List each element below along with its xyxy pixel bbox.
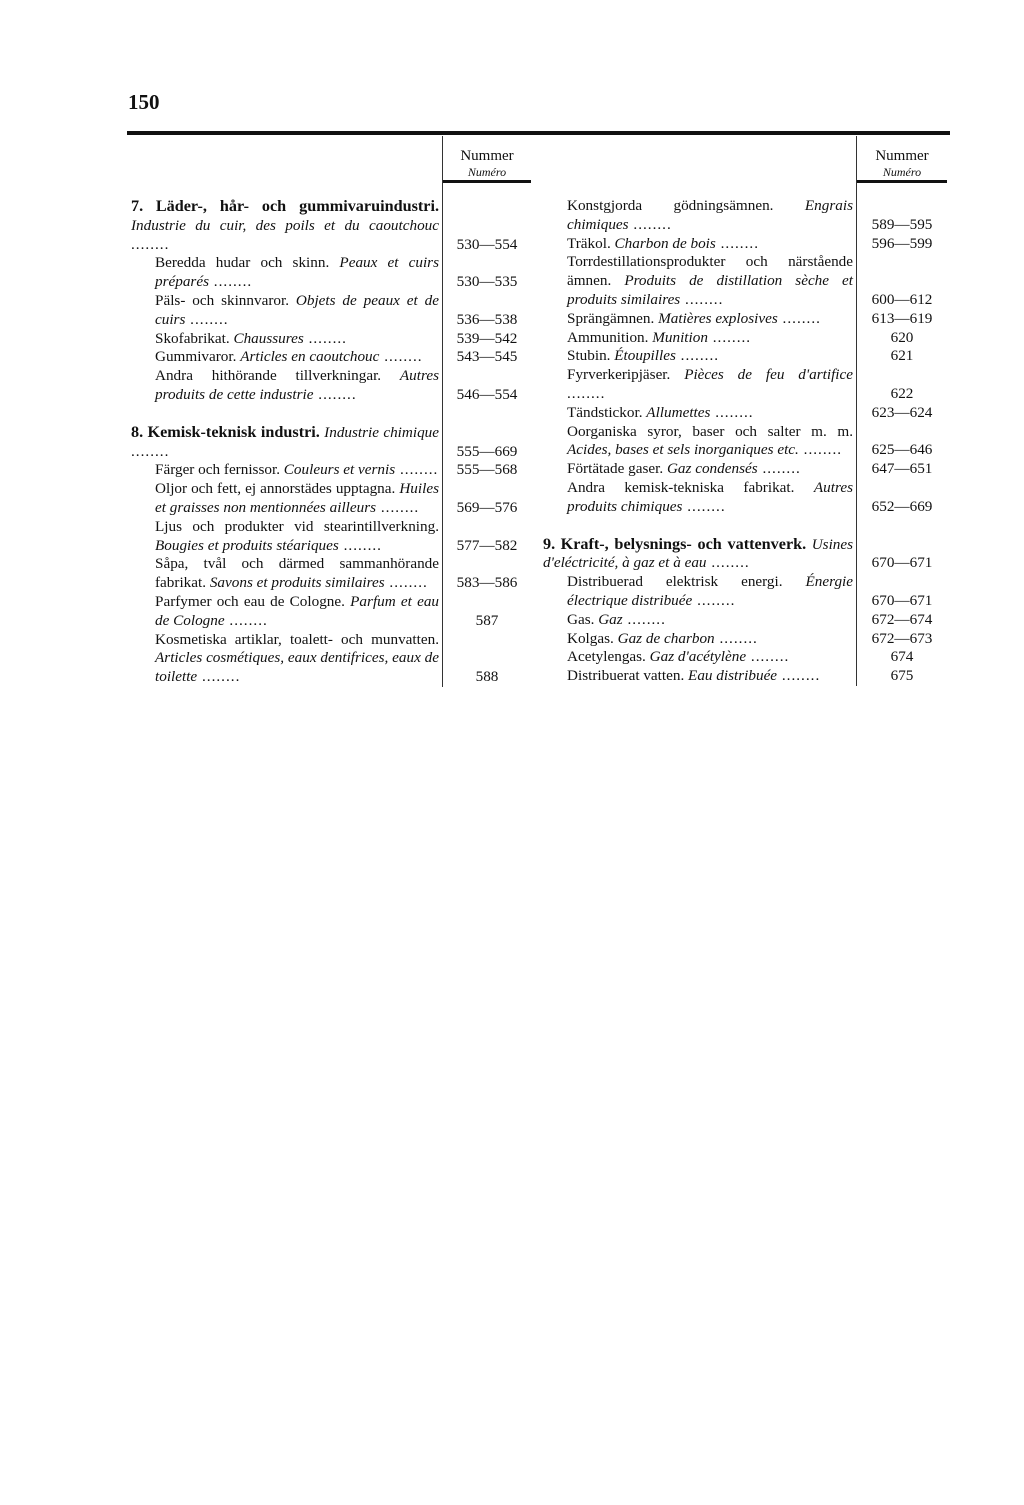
entry-title-fr: Couleurs et vernis — [283, 461, 396, 479]
entry-number: 530—535 — [456, 273, 518, 291]
entry-row — [131, 518, 531, 556]
entry-title-sv: Distribuerat vatten. — [567, 667, 685, 685]
entry-title-fr: Objets de peaux et de cuirs — [155, 291, 439, 328]
entry-text — [131, 480, 439, 518]
entry-row — [131, 480, 531, 518]
entry-number: 621 — [890, 347, 914, 365]
left-header-rule — [443, 180, 531, 183]
top-rule — [127, 131, 950, 135]
entry-text — [543, 310, 853, 329]
leader-dots: ........ — [131, 442, 170, 460]
right-header-rule — [857, 180, 947, 183]
entry-row — [131, 292, 531, 330]
entry-title-sv: Såpa, tvål och därmed sammanhörande fabrikat. — [155, 555, 439, 592]
entry-title-fr: Eau distribuée — [688, 667, 778, 685]
entry-row — [543, 253, 947, 309]
entry-text — [131, 348, 439, 367]
entry-title-sv: Ljus och produkter vid stearintillverkning. — [155, 517, 439, 535]
leader-dots: ........ — [692, 591, 736, 609]
entry-row — [543, 366, 947, 404]
leader-dots: ........ — [131, 235, 170, 253]
entry-row — [131, 367, 531, 405]
entry-title-fr: Gaz — [598, 610, 623, 628]
entry-number: 672—673 — [871, 629, 933, 647]
leader-dots: ........ — [384, 574, 428, 592]
entry-number: 674 — [890, 648, 914, 666]
entry-title-sv: Acetylengas. — [567, 648, 646, 666]
entry-title-sv: Parfymer och eau de Cologne. — [155, 592, 345, 610]
entry-number: 539—542 — [456, 329, 518, 347]
entry-title-fr: Acides, bases et sels inorganiques etc. — [567, 441, 799, 459]
entry-title-sv: Päls- och skinnvaror. — [155, 291, 289, 309]
entry-number: 546—554 — [456, 385, 518, 403]
leader-dots: ........ — [714, 629, 758, 647]
section-gap — [131, 405, 531, 423]
entry-title-sv: Andra hithörande tillverkningar. — [155, 367, 382, 385]
entry-row — [543, 423, 947, 461]
leader-dots: ........ — [715, 234, 759, 252]
left-column-header — [131, 136, 531, 182]
entry-title-sv: Kolgas. — [567, 629, 614, 647]
leader-dots: ........ — [338, 536, 382, 554]
right-column-header — [543, 136, 947, 182]
entry-title-fr: Gaz d'acétylène — [649, 648, 747, 666]
entry-number: 583—586 — [456, 574, 518, 592]
entry-row — [131, 555, 531, 593]
right-entries — [543, 182, 947, 686]
entry-number: 589—595 — [871, 215, 933, 233]
section-title-fr: Industrie chimique — [324, 423, 440, 441]
entry-title-fr: Pièces de feu d'artifice — [684, 366, 853, 384]
entry-text — [543, 197, 853, 235]
entry-title-sv: Ammunition. — [567, 328, 649, 346]
entry-number: 536—538 — [456, 310, 518, 328]
entry-title-fr: Munition — [652, 328, 708, 346]
entry-row — [543, 235, 947, 254]
entry-title-sv: Förtätade gaser. — [567, 460, 664, 478]
entry-title-fr: Allumettes — [646, 403, 711, 421]
leader-dots: ........ — [777, 667, 821, 685]
section-gap — [543, 517, 947, 535]
entry-title-sv: Gas. — [567, 610, 595, 628]
leader-dots: ........ — [680, 290, 724, 308]
entry-row — [131, 461, 531, 480]
entry-title-fr: Articles en caoutchouc — [240, 348, 380, 366]
entry-row — [543, 667, 947, 686]
section-title-fr: Industrie du cuir, des poils et du caoutchouc — [131, 216, 439, 234]
left-number-heading-sv: Nummer — [460, 148, 514, 164]
entry-text — [131, 254, 439, 292]
section-title-sv: Kraft-, belysnings- och vattenverk. — [560, 534, 807, 553]
entry-number: 543—545 — [456, 348, 518, 366]
section-number: 8. — [131, 422, 144, 441]
entry-title-fr: Chaussures — [233, 329, 304, 347]
section-number: 7. — [131, 197, 144, 215]
leader-dots: ........ — [746, 648, 790, 666]
entry-title-fr: Bougies et produits stéariques — [155, 536, 339, 554]
leader-dots: ........ — [209, 273, 253, 291]
entry-text — [543, 479, 853, 517]
entry-row — [543, 347, 947, 366]
entry-number: 555—568 — [456, 461, 518, 479]
entry-title-fr: Peaux et cuirs préparés — [155, 254, 439, 291]
entry-number: 670—671 — [871, 554, 933, 572]
entry-text — [131, 461, 439, 480]
entry-title-sv: Stubin. — [567, 347, 611, 365]
entry-number: 622 — [890, 384, 914, 402]
leader-dots: ........ — [197, 668, 241, 686]
leader-dots: ........ — [675, 347, 720, 365]
entry-text — [543, 460, 853, 479]
entry-text — [543, 573, 853, 611]
entry-row — [543, 197, 947, 235]
entry-title-sv: Konstgjorda gödningsämnen. — [567, 197, 774, 214]
entry-title-sv: Gummivaror. — [155, 348, 237, 366]
entry-text — [543, 347, 853, 366]
entry-title-sv: Skofabrikat. — [155, 329, 230, 347]
entry-text — [543, 253, 853, 309]
entry-text — [131, 593, 439, 631]
leader-dots: ........ — [682, 497, 726, 515]
entry-title-fr: Parfum et eau de Cologne — [155, 592, 440, 629]
entry-title-sv: Träkol. — [567, 234, 611, 252]
entry-row — [543, 648, 947, 667]
entry-title-fr: Engrais chimiques — [567, 197, 854, 233]
entry-row — [131, 348, 531, 367]
entry-row — [543, 611, 947, 630]
entry-number: 670—671 — [871, 591, 933, 609]
page-number: 150 — [128, 90, 160, 114]
section-title-sv: Läder-, hår- och gummivaruindustri. — [155, 197, 439, 215]
entry-text — [543, 235, 853, 254]
entry-text — [543, 329, 853, 348]
entry-title-sv: Kosmetiska artiklar, toalett- och munvatten. — [155, 630, 439, 648]
entry-title-fr: Gaz de charbon — [617, 629, 715, 647]
entry-title-sv: Fyrverkeripjäser. — [567, 366, 671, 384]
entry-title-sv: Oljor och fett, ej annorstädes upptagna. — [155, 480, 396, 498]
entry-title-fr: Savons et produits similaires — [209, 574, 385, 592]
entry-row — [543, 329, 947, 348]
entry-row — [131, 631, 531, 687]
leader-dots: ........ — [706, 554, 750, 572]
entry-title-sv: Beredda hudar och skinn. — [155, 254, 330, 272]
entry-text — [543, 648, 853, 667]
entry-title-fr: Charbon de bois — [614, 234, 716, 252]
entry-title-fr: Matières explosives — [658, 309, 778, 327]
right-column — [543, 136, 947, 686]
entry-text — [543, 535, 853, 574]
entry-number: 647—651 — [871, 460, 933, 478]
leader-dots: ........ — [379, 348, 423, 366]
entry-title-fr: Étoupilles — [614, 347, 676, 365]
left-number-heading — [443, 148, 531, 180]
entry-text — [131, 367, 439, 405]
leader-dots: ........ — [376, 498, 420, 516]
section-title-sv: Kemisk-teknisk industri. — [147, 422, 320, 441]
leader-dots: ........ — [185, 310, 229, 328]
leader-dots: ........ — [628, 215, 672, 233]
leader-dots: ........ — [622, 610, 666, 628]
entry-title-fr: Autres produits chimiques — [567, 478, 853, 515]
entry-title-fr: Énergie électrique distribuée — [567, 573, 853, 609]
entry-row — [543, 573, 947, 611]
entry-number: 577—582 — [456, 536, 518, 554]
entry-text — [131, 423, 439, 462]
entry-text — [543, 404, 853, 423]
entry-text — [131, 330, 439, 349]
entry-text — [543, 611, 853, 630]
entry-number: 555—669 — [456, 442, 518, 460]
entry-number: 625—646 — [871, 441, 933, 459]
leader-dots: ........ — [313, 385, 357, 403]
entry-row — [543, 404, 947, 423]
entry-text — [131, 292, 439, 330]
entry-text — [131, 631, 439, 687]
entry-text — [543, 366, 853, 404]
entry-row — [543, 310, 947, 329]
entry-row — [131, 593, 531, 631]
entry-title-sv: Färger och fernissor. — [155, 461, 280, 479]
right-number-heading-fr: Numéro — [882, 165, 922, 179]
section-title-fr: Usines d'eléctricité, à gaz et à eau — [543, 535, 854, 572]
entry-title-fr: Autres produits de cette industrie — [155, 367, 439, 403]
section-heading-row — [131, 423, 531, 462]
entry-number: 675 — [890, 667, 914, 685]
entry-title-fr: Produits de distillation sèche et produits similaires — [567, 272, 853, 308]
entry-row — [131, 330, 531, 349]
entry-number: 587 — [475, 611, 499, 629]
entry-title-fr: Gaz condensés — [666, 460, 758, 478]
entry-number: 569—576 — [456, 498, 518, 516]
entry-title-fr: Articles cosmétiques, eaux dentifrices, eaux de toilette — [155, 649, 439, 686]
left-number-heading-fr: Numéro — [467, 165, 507, 179]
right-number-heading-sv: Nummer — [875, 148, 929, 164]
entry-number: 596—599 — [871, 234, 933, 252]
entry-text — [131, 518, 439, 556]
entry-title-sv: Andra kemisk-tekniska fabrikat. — [567, 478, 795, 496]
leader-dots: ........ — [567, 384, 606, 402]
entry-number: 623—624 — [871, 403, 933, 421]
section-heading-row — [543, 535, 947, 574]
entry-number: 672—674 — [871, 610, 933, 628]
left-entries — [131, 182, 531, 687]
entry-title-sv: Oorganiska syror, baser och salter m. m. — [567, 422, 853, 440]
entry-number: 652—669 — [871, 497, 933, 515]
entry-row — [131, 254, 531, 292]
entry-number: 588 — [475, 668, 499, 686]
leader-dots: ........ — [303, 329, 347, 347]
entry-number: 600—612 — [871, 290, 933, 308]
leader-dots: ........ — [224, 611, 268, 629]
entry-number: 620 — [890, 328, 914, 346]
entry-title-sv: Torrdestillationsprodukter och närstående ämnen. — [567, 253, 853, 290]
section-heading-row — [131, 197, 531, 254]
left-column — [131, 136, 531, 687]
entry-number: 613—619 — [871, 309, 933, 327]
entry-text — [131, 197, 439, 254]
entry-row — [543, 479, 947, 517]
leader-dots: ........ — [710, 403, 754, 421]
leader-dots: ........ — [777, 309, 821, 327]
leader-dots: ........ — [757, 460, 801, 478]
entry-title-fr: Huiles et graisses non mentionnées ailleurs — [155, 480, 439, 516]
entry-text — [131, 555, 439, 593]
entry-text — [543, 667, 853, 686]
right-number-heading — [857, 148, 947, 180]
entry-title-sv: Tändstickor. — [567, 403, 643, 421]
entry-row — [543, 460, 947, 479]
leader-dots: ........ — [395, 461, 439, 479]
entry-text — [543, 423, 853, 461]
entry-title-sv: Distribuerad elektrisk energi. — [567, 573, 783, 591]
section-number: 9. — [543, 534, 556, 553]
leader-dots: ........ — [798, 441, 843, 459]
leader-dots: ........ — [707, 328, 752, 346]
entry-row — [543, 630, 947, 649]
entry-text — [543, 630, 853, 649]
entry-title-sv: Sprängämnen. — [567, 309, 655, 327]
entry-number: 530—554 — [456, 235, 518, 253]
